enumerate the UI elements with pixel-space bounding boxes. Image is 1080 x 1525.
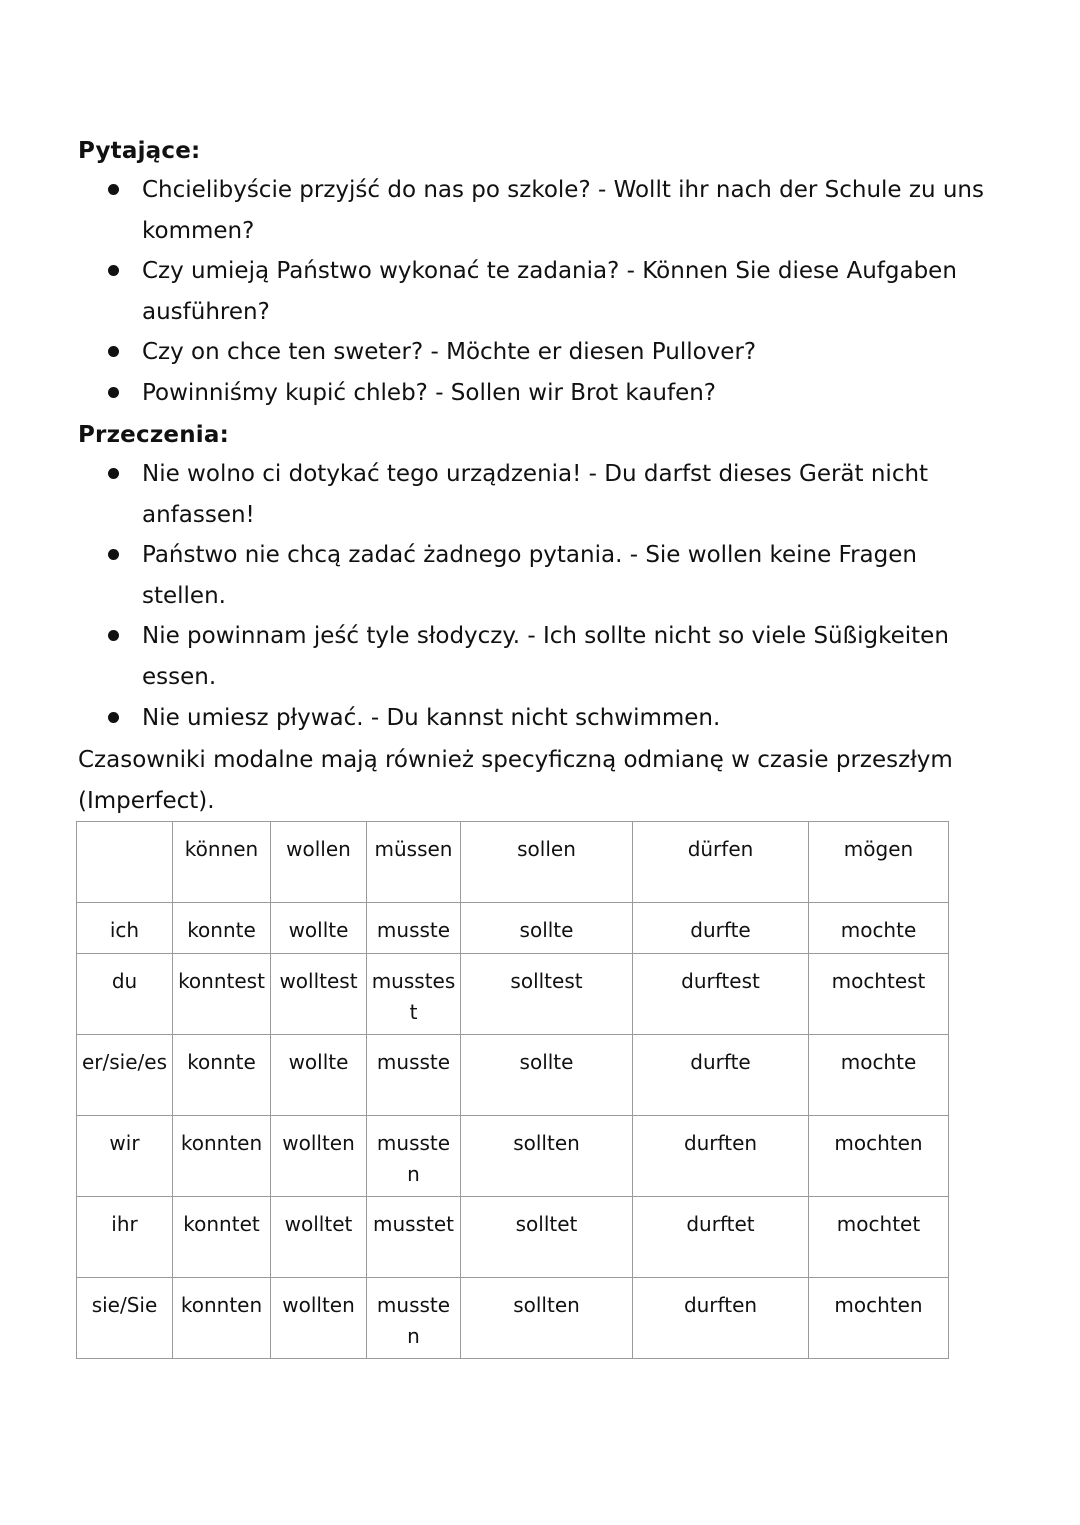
pronoun-cell: er/sie/es (77, 1035, 173, 1116)
table-cell: mochte (809, 1035, 949, 1116)
pronoun-cell: sie/Sie (77, 1278, 173, 1359)
table-cell: durfte (633, 1035, 809, 1116)
list-item: Powinniśmy kupić chleb? - Sollen wir Brot kaufen? (108, 373, 988, 414)
table-header-cell: wollen (271, 822, 367, 903)
bullet-icon (108, 265, 119, 276)
table-cell: wollten (271, 1278, 367, 1359)
table-cell: durften (633, 1116, 809, 1197)
list-item: Państwo nie chcą zadać żadnego pytania. - Sie wollen keine Fragen stellen. (108, 535, 988, 616)
table-cell: mochten (809, 1116, 949, 1197)
table-header-cell: mögen (809, 822, 949, 903)
table-header-row (77, 822, 949, 903)
list-item: Czy on chce ten sweter? - Möchte er diesen Pullover? (108, 332, 988, 373)
table-cell: konntet (173, 1197, 271, 1278)
table-cell: wollte (271, 1035, 367, 1116)
list-item: Nie umiesz pływać. - Du kannst nicht schwimmen. (108, 698, 988, 739)
table-cell: sollten (461, 1278, 633, 1359)
table-header-cell: müssen (367, 822, 461, 903)
table-cell: durftest (633, 954, 809, 1035)
table-cell: musste (367, 1035, 461, 1116)
table-header-cell: sollen (461, 822, 633, 903)
table-row (77, 1116, 949, 1197)
table-cell: wolltet (271, 1197, 367, 1278)
table-cell: sollte (461, 903, 633, 954)
table-header-cell: können (173, 822, 271, 903)
pronoun-cell: ihr (77, 1197, 173, 1278)
pronoun-cell: du (77, 954, 173, 1035)
table-cell: mochtest (809, 954, 949, 1035)
bullet-icon (108, 630, 119, 641)
table-cell: durftet (633, 1197, 809, 1278)
table-cell: konntest (173, 954, 271, 1035)
table-row (77, 1278, 949, 1359)
bullet-icon (108, 346, 119, 357)
table-cell: durften (633, 1278, 809, 1359)
bullet-icon (108, 549, 119, 560)
pronoun-cell: wir (77, 1116, 173, 1197)
table-cell: wolltest (271, 954, 367, 1035)
table-cell: musste (367, 903, 461, 954)
table-header-cell: dürfen (633, 822, 809, 903)
table-cell: sollte (461, 1035, 633, 1116)
intro-paragraph: Czasowniki modalne mają również specyficzną odmianę w czasie przeszłym (Imperfect). (78, 747, 953, 814)
table-cell: wollten (271, 1116, 367, 1197)
table-cell: musstest (367, 954, 461, 1035)
table-cell: mochtet (809, 1197, 949, 1278)
table-cell: konnten (173, 1278, 271, 1359)
table-row (77, 903, 949, 954)
table-cell: konnten (173, 1116, 271, 1197)
table-cell: musstet (367, 1197, 461, 1278)
table-cell: mussten (367, 1116, 461, 1197)
table-cell: konnte (173, 1035, 271, 1116)
table-row (77, 1197, 949, 1278)
table-cell: sollten (461, 1116, 633, 1197)
table-cell: mochte (809, 903, 949, 954)
negations-list (108, 454, 988, 738)
conjugation-table (76, 821, 949, 1359)
table-cell: durfte (633, 903, 809, 954)
bullet-icon (108, 387, 119, 398)
table-cell: mochten (809, 1278, 949, 1359)
bullet-icon (108, 184, 119, 195)
negations-heading: Przeczenia: (78, 422, 229, 448)
table-cell: mussten (367, 1278, 461, 1359)
table-row (77, 1035, 949, 1116)
table-cell: solltest (461, 954, 633, 1035)
questions-heading: Pytające: (78, 138, 201, 164)
bullet-icon (108, 712, 119, 723)
table-cell: wollte (271, 903, 367, 954)
table-header-cell (77, 822, 173, 903)
list-item: Czy umieją Państwo wykonać te zadania? - Können Sie diese Aufgaben ausführen? (108, 251, 988, 332)
list-item: Nie powinnam jeść tyle słodyczy. - Ich sollte nicht so viele Süßigkeiten essen. (108, 616, 988, 697)
questions-list (108, 170, 988, 414)
table-row (77, 954, 949, 1035)
list-item: Nie wolno ci dotykać tego urządzenia! - Du darfst dieses Gerät nicht anfassen! (108, 454, 988, 535)
table-cell: solltet (461, 1197, 633, 1278)
table-cell: konnte (173, 903, 271, 954)
list-item: Chcielibyście przyjść do nas po szkole? - Wollt ihr nach der Schule zu uns kommen? (108, 170, 988, 251)
pronoun-cell: ich (77, 903, 173, 954)
bullet-icon (108, 468, 119, 479)
